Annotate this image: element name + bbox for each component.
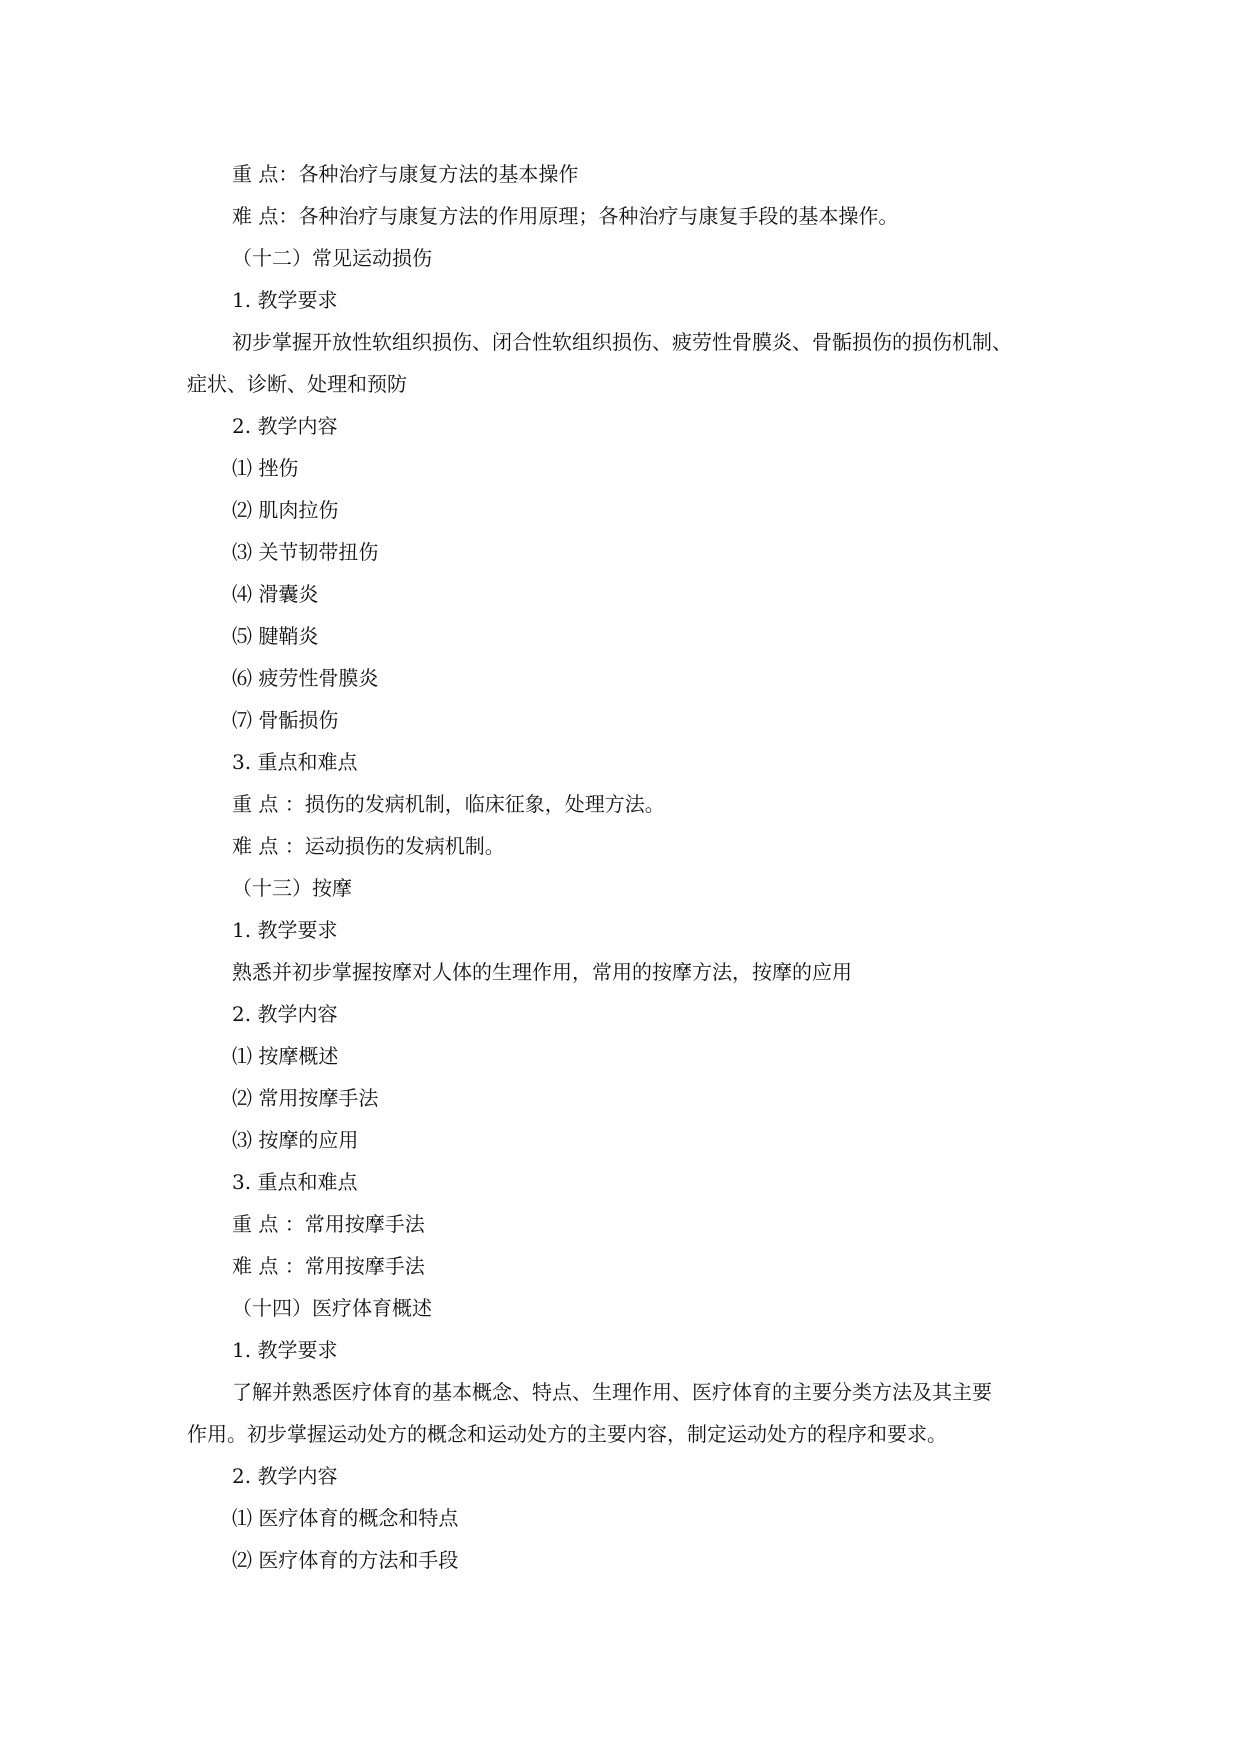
text-line: 难 点：各种治疗与康复方法的作用原理；各种治疗与康复手段的基本操作。 xyxy=(232,204,899,228)
text-line: 重 点 ：常用按摩手法 xyxy=(232,1212,425,1236)
subsection-heading: 2. 教学内容 xyxy=(232,1464,338,1488)
text-line: 难 点 ：常用按摩手法 xyxy=(232,1254,425,1278)
list-item: ⑶ 关节韧带扭伤 xyxy=(232,540,379,564)
text-line: 作用。初步掌握运动处方的概念和运动处方的主要内容，制定运动处方的程序和要求。 xyxy=(187,1422,947,1446)
list-item: ⑴ 挫伤 xyxy=(232,456,299,480)
subsection-heading: 1. 教学要求 xyxy=(232,288,338,312)
section-heading: （十二）常见运动损伤 xyxy=(232,246,432,270)
subsection-heading: 3. 重点和难点 xyxy=(232,750,358,774)
text-line: 重 点：各种治疗与康复方法的基本操作 xyxy=(232,162,579,186)
text-line: 难 点 ：运动损伤的发病机制。 xyxy=(232,834,505,858)
subsection-heading: 1. 教学要求 xyxy=(232,1338,338,1362)
list-item: ⑸ 腱鞘炎 xyxy=(232,624,319,648)
list-item: ⑶ 按摩的应用 xyxy=(232,1128,359,1152)
list-item: ⑷ 滑囊炎 xyxy=(232,582,319,606)
subsection-heading: 2. 教学内容 xyxy=(232,414,338,438)
text-line: 了解并熟悉医疗体育的基本概念、特点、生理作用、医疗体育的主要分类方法及其主要 xyxy=(232,1380,992,1404)
list-item: ⑺ 骨骺损伤 xyxy=(232,708,339,732)
text-line: 初步掌握开放性软组织损伤、闭合性软组织损伤、疲劳性骨膜炎、骨骺损伤的损伤机制、 xyxy=(232,330,1012,354)
text-line: 熟悉并初步掌握按摩对人体的生理作用，常用的按摩方法，按摩的应用 xyxy=(232,960,852,984)
list-item: ⑵ 医疗体育的方法和手段 xyxy=(232,1548,459,1572)
list-item: ⑴ 医疗体育的概念和特点 xyxy=(232,1506,459,1530)
list-item: ⑴ 按摩概述 xyxy=(232,1044,339,1068)
section-heading: （十三）按摩 xyxy=(232,876,352,900)
list-item: ⑵ 常用按摩手法 xyxy=(232,1086,379,1110)
list-item: ⑵ 肌肉拉伤 xyxy=(232,498,339,522)
subsection-heading: 2. 教学内容 xyxy=(232,1002,338,1026)
text-line: 症状、诊断、处理和预防 xyxy=(187,372,407,396)
subsection-heading: 1. 教学要求 xyxy=(232,918,338,942)
list-item: ⑹ 疲劳性骨膜炎 xyxy=(232,666,379,690)
section-heading: （十四）医疗体育概述 xyxy=(232,1296,432,1320)
subsection-heading: 3. 重点和难点 xyxy=(232,1170,358,1194)
text-line: 重 点 ：损伤的发病机制，临床征象，处理方法。 xyxy=(232,792,665,816)
